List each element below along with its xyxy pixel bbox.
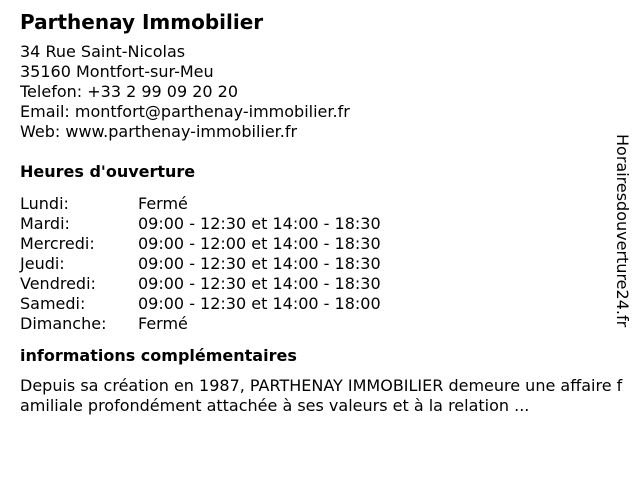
web-line: Web: www.parthenay-immobilier.fr [20, 122, 298, 141]
email-line: Email: montfort@parthenay-immobilier.fr [20, 102, 350, 121]
business-name: Parthenay Immobilier [20, 10, 264, 34]
hours-row-saturday [20, 294, 632, 314]
opening-hours-table [20, 194, 632, 334]
hours-row-sunday [20, 314, 632, 334]
opening-hours-heading: Heures d'ouverture [20, 162, 196, 181]
additional-info-heading: informations complémentaires [20, 346, 297, 365]
day-hours: 09:00 - 12:30 et 14:00 - 18:30 [138, 274, 381, 293]
hours-row-tuesday [20, 214, 632, 234]
additional-info-text: Depuis sa création en 1987, PARTHENAY IMMOBILIER demeure une affaire familiale profondément attachée à ses valeurs et à la relation ... [20, 376, 623, 415]
address-city: 35160 Montfort-sur-Meu [20, 62, 214, 81]
day-hours: 09:00 - 12:00 et 14:00 - 18:30 [138, 234, 381, 253]
hours-row-friday [20, 274, 632, 294]
hours-row-monday [20, 194, 632, 214]
day-label: Mardi: [20, 214, 70, 233]
day-hours: 09:00 - 12:30 et 14:00 - 18:00 [138, 294, 381, 313]
day-label: Lundi: [20, 194, 69, 213]
day-hours: 09:00 - 12:30 et 14:00 - 18:30 [138, 254, 381, 273]
business-card [20, 8, 632, 416]
day-label: Samedi: [20, 294, 86, 313]
day-label: Vendredi: [20, 274, 96, 293]
site-watermark: Horairesdouverture24.fr [613, 134, 632, 328]
day-label: Dimanche: [20, 314, 107, 333]
phone-line: Telefon: +33 2 99 09 20 20 [20, 82, 239, 101]
day-hours: 09:00 - 12:30 et 14:00 - 18:30 [138, 214, 381, 233]
hours-row-wednesday [20, 234, 632, 254]
day-hours: Fermé [138, 314, 188, 333]
day-label: Jeudi: [20, 254, 65, 273]
address-street: 34 Rue Saint-Nicolas [20, 42, 186, 61]
day-label: Mercredi: [20, 234, 95, 253]
hours-row-thursday [20, 254, 632, 274]
day-hours: Fermé [138, 194, 188, 213]
